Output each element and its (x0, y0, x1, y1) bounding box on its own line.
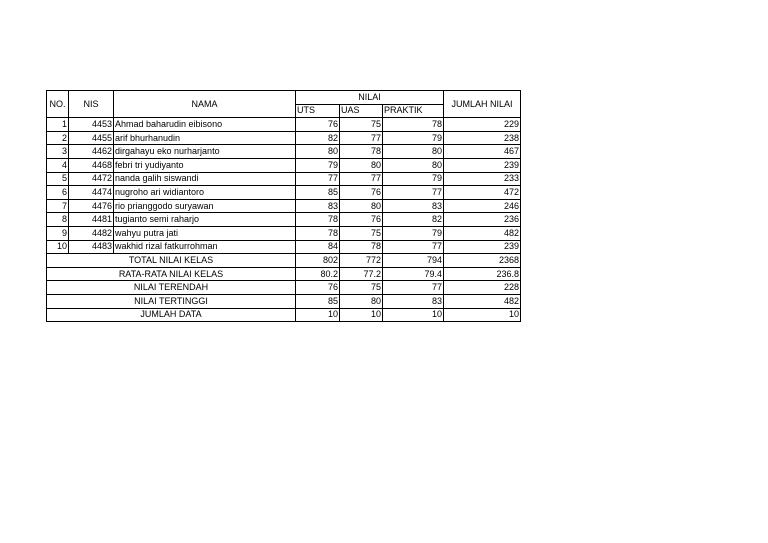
cell-jumlah: 246 (444, 199, 521, 213)
summary-praktik: 10 (383, 308, 444, 322)
cell-praktik: 82 (383, 213, 444, 227)
grade-table (46, 90, 521, 322)
header-nama: NAMA (114, 91, 296, 118)
cell-nama: tugianto semi raharjo (114, 213, 296, 227)
cell-uts: 78 (296, 213, 340, 227)
cell-nama: arif bhurhanudin (114, 131, 296, 145)
summary-uas: 772 (340, 254, 383, 268)
summary-jumlah: 2368 (444, 254, 521, 268)
summary-uts: 76 (296, 281, 340, 295)
cell-uts: 77 (296, 172, 340, 186)
summary-row (47, 281, 521, 295)
cell-nama: wakhid rizal fatkurrohman (114, 240, 296, 254)
cell-no: 6 (47, 186, 69, 200)
summary-uas: 75 (340, 281, 383, 295)
cell-jumlah: 239 (444, 158, 521, 172)
cell-praktik: 79 (383, 131, 444, 145)
summary-row (47, 254, 521, 268)
cell-nis: 4453 (69, 118, 114, 132)
cell-uts: 79 (296, 158, 340, 172)
cell-praktik: 80 (383, 145, 444, 159)
cell-uas: 78 (340, 240, 383, 254)
header-jumlah-nilai: JUMLAH NILAI (444, 91, 521, 118)
summary-praktik: 77 (383, 281, 444, 295)
summary-label: TOTAL NILAI KELAS (47, 254, 296, 268)
summary-uas: 10 (340, 308, 383, 322)
cell-nis: 4455 (69, 131, 114, 145)
summary-row (47, 308, 521, 322)
cell-praktik: 77 (383, 186, 444, 200)
summary-label: JUMLAH DATA (47, 308, 296, 322)
table-row (47, 158, 521, 172)
cell-uts: 76 (296, 118, 340, 132)
table-row (47, 199, 521, 213)
cell-nama: nanda galih siswandi (114, 172, 296, 186)
summary-praktik: 83 (383, 294, 444, 308)
cell-uas: 77 (340, 172, 383, 186)
summary-uts: 85 (296, 294, 340, 308)
cell-praktik: 77 (383, 240, 444, 254)
cell-jumlah: 467 (444, 145, 521, 159)
summary-uts: 10 (296, 308, 340, 322)
cell-nis: 4483 (69, 240, 114, 254)
cell-jumlah: 236 (444, 213, 521, 227)
summary-label: NILAI TERTINGGI (47, 294, 296, 308)
cell-nama: nugroho ari widiantoro (114, 186, 296, 200)
cell-nama: dirgahayu eko nurharjanto (114, 145, 296, 159)
cell-uts: 78 (296, 226, 340, 240)
cell-uts: 85 (296, 186, 340, 200)
table-row (47, 213, 521, 227)
cell-no: 8 (47, 213, 69, 227)
summary-uas: 77.2 (340, 267, 383, 281)
cell-no: 7 (47, 199, 69, 213)
cell-nis: 4474 (69, 186, 114, 200)
cell-no: 4 (47, 158, 69, 172)
header-uas: UAS (340, 104, 383, 118)
cell-no: 1 (47, 118, 69, 132)
cell-nis: 4468 (69, 158, 114, 172)
cell-nis: 4481 (69, 213, 114, 227)
table-row (47, 186, 521, 200)
cell-uts: 82 (296, 131, 340, 145)
header-no: NO. (47, 91, 69, 118)
cell-praktik: 79 (383, 172, 444, 186)
cell-praktik: 80 (383, 158, 444, 172)
cell-uas: 75 (340, 226, 383, 240)
cell-jumlah: 239 (444, 240, 521, 254)
cell-nama: rio prianggodo suryawan (114, 199, 296, 213)
cell-uas: 77 (340, 131, 383, 145)
cell-jumlah: 233 (444, 172, 521, 186)
table-row (47, 118, 521, 132)
summary-uts: 802 (296, 254, 340, 268)
cell-praktik: 79 (383, 226, 444, 240)
table-row (47, 172, 521, 186)
cell-praktik: 83 (383, 199, 444, 213)
cell-uas: 76 (340, 213, 383, 227)
cell-no: 3 (47, 145, 69, 159)
header-nilai: NILAI (296, 91, 444, 105)
cell-nama: wahyu putra jati (114, 226, 296, 240)
summary-uts: 80.2 (296, 267, 340, 281)
summary-praktik: 794 (383, 254, 444, 268)
summary-jumlah: 228 (444, 281, 521, 295)
cell-uas: 75 (340, 118, 383, 132)
table-row (47, 226, 521, 240)
cell-no: 5 (47, 172, 69, 186)
summary-label: RATA-RATA NILAI KELAS (47, 267, 296, 281)
cell-jumlah: 472 (444, 186, 521, 200)
cell-uas: 78 (340, 145, 383, 159)
summary-uas: 80 (340, 294, 383, 308)
cell-praktik: 78 (383, 118, 444, 132)
cell-uas: 76 (340, 186, 383, 200)
cell-jumlah: 482 (444, 226, 521, 240)
cell-no: 10 (47, 240, 69, 254)
header-praktik: PRAKTIK (383, 104, 444, 118)
table-row (47, 131, 521, 145)
cell-nis: 4462 (69, 145, 114, 159)
cell-uts: 84 (296, 240, 340, 254)
cell-jumlah: 229 (444, 118, 521, 132)
cell-jumlah: 238 (444, 131, 521, 145)
cell-uas: 80 (340, 158, 383, 172)
cell-nama: febri tri yudiyanto (114, 158, 296, 172)
summary-row (47, 294, 521, 308)
summary-jumlah: 482 (444, 294, 521, 308)
cell-nis: 4476 (69, 199, 114, 213)
summary-praktik: 79.4 (383, 267, 444, 281)
summary-jumlah: 10 (444, 308, 521, 322)
table-row (47, 145, 521, 159)
header-row (47, 91, 521, 105)
header-nis: NIS (69, 91, 114, 118)
cell-uas: 80 (340, 199, 383, 213)
cell-no: 2 (47, 131, 69, 145)
cell-nama: Ahmad baharudin eibisono (114, 118, 296, 132)
cell-nis: 4472 (69, 172, 114, 186)
cell-nis: 4482 (69, 226, 114, 240)
header-uts: UTS (296, 104, 340, 118)
summary-row (47, 267, 521, 281)
summary-jumlah: 236.8 (444, 267, 521, 281)
summary-label: NILAI TERENDAH (47, 281, 296, 295)
cell-uts: 80 (296, 145, 340, 159)
cell-uts: 83 (296, 199, 340, 213)
cell-no: 9 (47, 226, 69, 240)
table-row (47, 240, 521, 254)
